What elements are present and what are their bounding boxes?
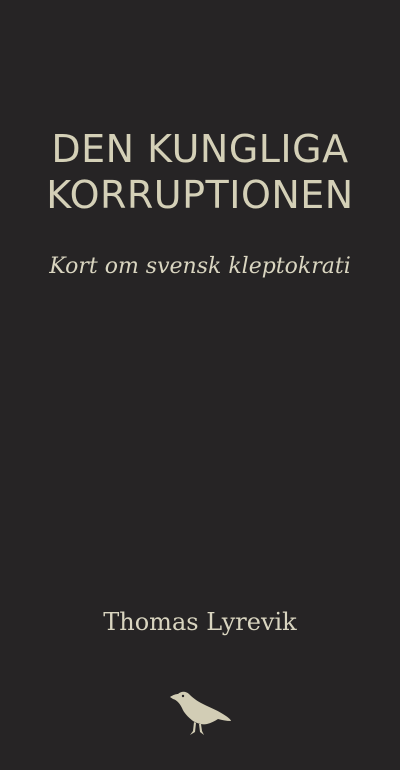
book-subtitle: Kort om svensk kleptokrati xyxy=(49,254,351,279)
raven-icon xyxy=(168,686,232,738)
book-title-line-1: DEN KUNGLIGA xyxy=(51,127,349,171)
author-name: Thomas Lyrevik xyxy=(103,608,297,636)
book-title xyxy=(0,126,400,218)
book-title-line-2: KORRUPTIONEN xyxy=(46,173,354,217)
